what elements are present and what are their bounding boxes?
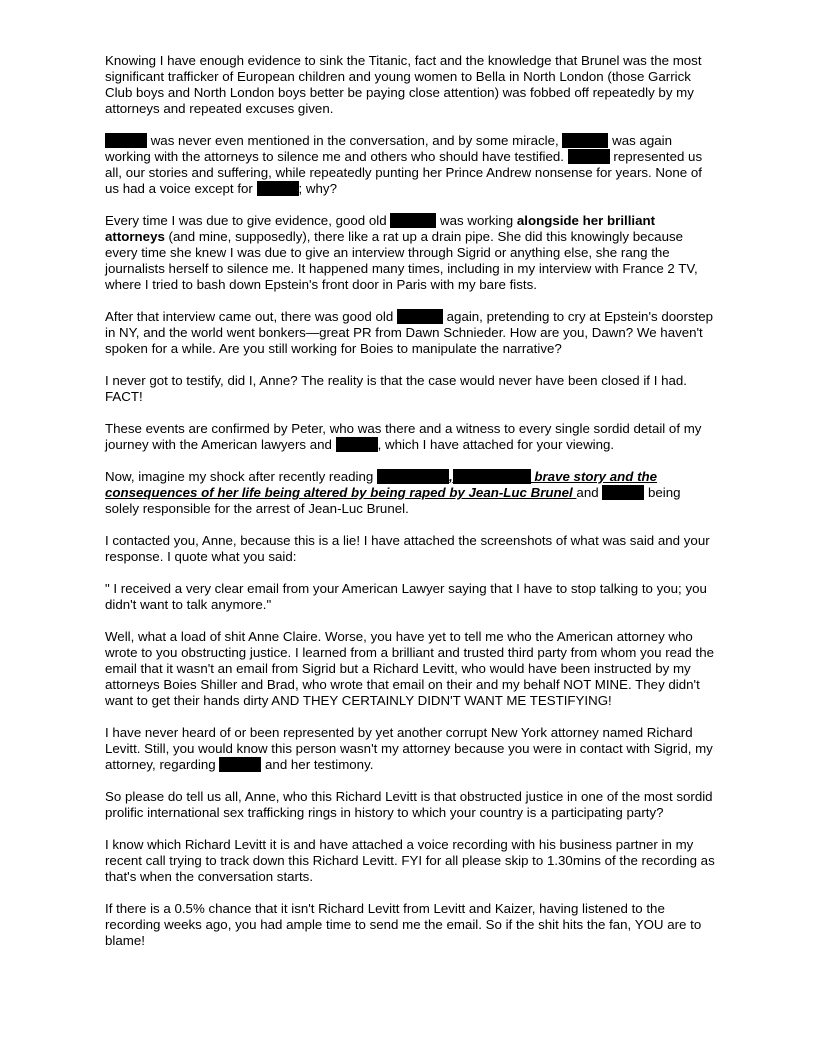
quote-text: " I received a very clear email from your American Lawyer saying that I have to stop talking to you; you didn't want to talk anymore." — [105, 581, 707, 612]
paragraph-text: again, pretending to cry at Epstein's doorstep in NY, and the world went bonkers—great PR from Dawn Schnieder. How are you, Dawn? We haven't spoken for a while. Are you still working for Boies to manipulate the narrative? — [105, 309, 714, 356]
redaction-bar — [377, 469, 449, 484]
paragraph-14 — [105, 901, 717, 949]
paragraph-12 — [105, 789, 717, 821]
paragraph-10 — [105, 629, 717, 709]
paragraph-6 — [105, 421, 717, 453]
paragraph-text: Now, imagine my shock after recently reading — [105, 469, 377, 484]
paragraph-text: Every time I was due to give evidence, good old — [105, 213, 391, 228]
redaction-bar — [390, 213, 436, 228]
paragraph-text: was working — [436, 213, 517, 228]
redaction-bar — [453, 469, 531, 484]
separator-text: , — [448, 469, 453, 484]
redaction-bar — [602, 485, 644, 500]
document-page — [105, 53, 717, 965]
paragraph-3 — [105, 213, 717, 293]
paragraph-text: I know which Richard Levitt it is and have attached a voice recording with his business partner in my recent call trying to track down this Richard Levitt. FYI for all please skip to 1.30mins of the recording as that's when the conversation starts. — [105, 837, 715, 884]
paragraph-text: Well, what a load of shit Anne Claire. Worse, you have yet to tell me who the American attorney who wrote to you obstructing justice. I learned from a brilliant and trusted third party from whom you read the email that it wasn't an email from Sigrid but a Richard Levitt, who would have been instructed by my attorneys Boies Shiller and Brad, who wrote that email on their and my behalf NOT MINE. They didn't want to get their hands dirty AND THEY CERTAINLY DIDN'T WANT ME TESTIFYING! — [105, 629, 714, 708]
redaction-bar — [257, 181, 299, 196]
paragraph-8 — [105, 533, 717, 565]
paragraph-text: and — [576, 485, 603, 500]
paragraph-text: (and mine, supposedly), there like a rat up a drain pipe. She did this knowingly because every time she knew I was due to give an interview through Sigrid or anything else, she rang the journalists herself to silence me. It happened many times, including in my interview with France 2 TV, where I tried to bash down Epstein's front door in Paris with my bare fists. — [105, 229, 698, 292]
paragraph-5 — [105, 373, 717, 405]
paragraph-9-quote — [105, 581, 717, 613]
paragraph-text: So please do tell us all, Anne, who this Richard Levitt is that obstructed justice in one of the most sordid prolific international sex trafficking rings in history to which your country is a participating party? — [105, 789, 713, 820]
paragraph-text: Knowing I have enough evidence to sink the Titanic, fact and the knowledge that Brunel was the most significant trafficker of European children and young women to Bella in North London (those Garrick Club boys and North London boys better be paying close attention) was fobbed off repeatedly by my attorneys and repeated excuses given. — [105, 53, 702, 116]
bold-text: alongside her brilliant attorneys — [105, 213, 656, 244]
paragraph-text: I have never heard of or been represented by yet another corrupt New York attorney named Richard Levitt. Still, you would know this person wasn't my attorney because you were in contact with Sigrid, my attorney, regarding — [105, 725, 713, 772]
paragraph-text: These events are confirmed by Peter, who was there and a witness to every single sordid detail of my journey with the American lawyers and — [105, 421, 702, 452]
emphasized-text: brave story and the consequences of her life being altered by being raped by Jean-Luc Brunel — [105, 469, 658, 500]
paragraph-text: , which I have attached for your viewing. — [377, 437, 615, 452]
paragraph-text: and her testimony. — [261, 757, 374, 772]
redaction-bar — [568, 149, 610, 164]
paragraph-text: ; why? — [298, 181, 337, 196]
paragraph-1 — [105, 53, 717, 117]
paragraph-text: After that interview came out, there was good old — [105, 309, 397, 324]
paragraph-4 — [105, 309, 717, 357]
paragraph-text: represented us all, our stories and suffering, while repeatedly punting her Prince Andrew nonsense for years. None of us had a voice except for — [105, 149, 703, 196]
redaction-bar — [562, 133, 608, 148]
paragraph-11 — [105, 725, 717, 773]
redaction-bar — [397, 309, 443, 324]
redaction-bar — [105, 133, 147, 148]
paragraph-text: I never got to testify, did I, Anne? The reality is that the case would never have been closed if I had. FACT! — [105, 373, 687, 404]
redaction-bar — [336, 437, 378, 452]
paragraph-text: was never even mentioned in the conversation, and by some miracle, — [147, 133, 563, 148]
paragraph-text: I contacted you, Anne, because this is a lie! I have attached the screenshots of what was said and your response. I quote what you said: — [105, 533, 710, 564]
paragraph-2 — [105, 133, 717, 197]
paragraph-text: was again working with the attorneys to silence me and others who should have testified. — [105, 133, 672, 164]
paragraph-13 — [105, 837, 717, 885]
redaction-bar — [219, 757, 261, 772]
paragraph-7 — [105, 469, 717, 517]
paragraph-text: being solely responsible for the arrest of Jean-Luc Brunel. — [105, 485, 681, 516]
paragraph-text: If there is a 0.5% chance that it isn't Richard Levitt from Levitt and Kaizer, having listened to the recording weeks ago, you had ample time to send me the email. So if the shit hits the fan, YOU are to blame! — [105, 901, 702, 948]
